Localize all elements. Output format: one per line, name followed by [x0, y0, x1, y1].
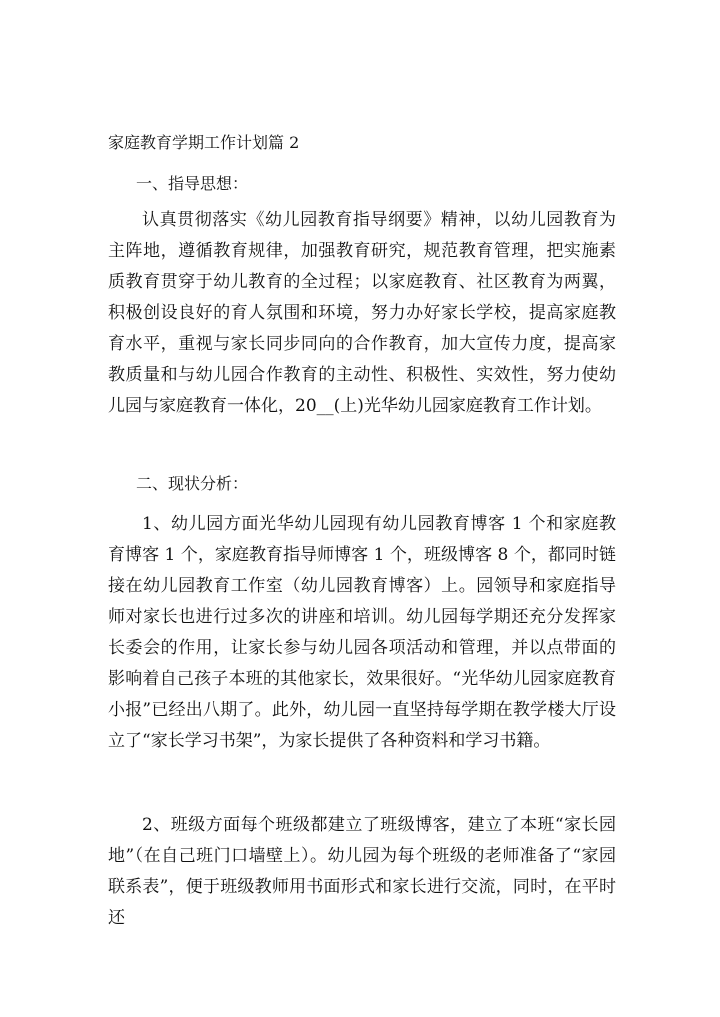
paragraph-class-aspect: 2、班级方面每个班级都建立了班级博客，建立了本班“家长园地”（在自己班门口墙壁上）。幼儿园为每个班级的老师准备了“家园联系表”，便于班级教师用书面形式和家长进行交流，同时，在平时还 [108, 815, 616, 928]
section-heading-guiding-thought: 一、指导思想： [136, 174, 249, 193]
document-title: 家庭教育学期工作计划篇 2 [108, 133, 300, 152]
section-heading-status-analysis: 二、现状分析： [136, 474, 249, 493]
paragraph-kindergarten-aspect: 1、幼儿园方面光华幼儿园现有幼儿园教育博客 1 个和家庭教育博客 1 个，家庭教育指导师博客 1 个，班级博客 8 个，都同时链接在幼儿园教育工作室（幼儿园教育博客）上。园领导和家庭指导师对家长也进行过多次的讲座和培训。幼儿园每学期还充分发挥家长委会的作用，让家长参与幼儿园各项活动和管理，并以点带面的影响着自己孩子本班的其他家长，效果很好。“光华幼儿园家庭教育小报”已经出八期了。此外，幼儿园一直坚持每学期在教学楼大厅设立了“家长学习书架”，为家长提供了各种资料和学习书籍。 [108, 514, 616, 751]
paragraph-guiding-thought: 认真贯彻落实《幼儿园教育指导纲要》精神，以幼儿园教育为主阵地，遵循教育规律，加强教育研究，规范教育管理，把实施素质教育贯穿于幼儿教育的全过程；以家庭教育、社区教育为两翼，积极创设良好的育人氛围和环境，努力办好家长学校，提高家庭教育水平，重视与家长同步同向的合作教育，加大宣传力度，提高家教质量和与幼儿园合作教育的主动性、积极性、实效性，努力使幼儿园与家庭教育一体化，20__(上)光华幼儿园家庭教育工作计划。 [108, 210, 616, 416]
